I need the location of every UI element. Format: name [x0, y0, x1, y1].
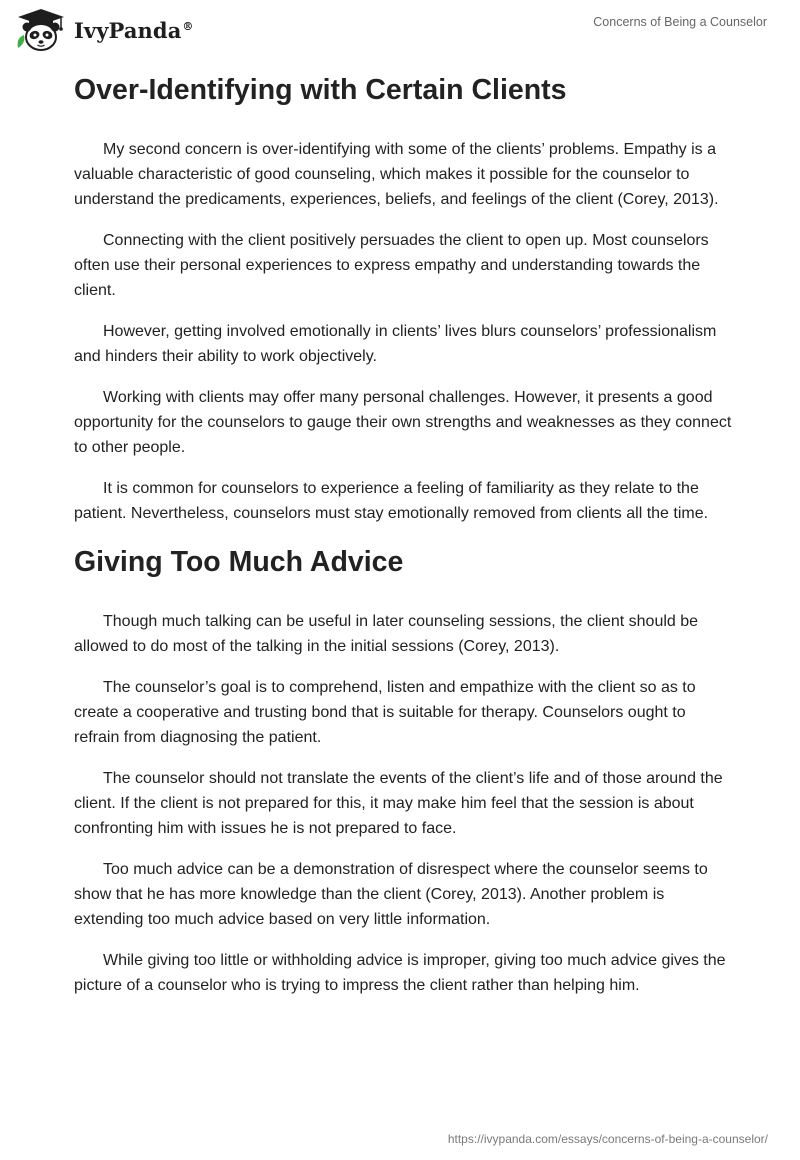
paragraph: However, getting involved emotionally in clients’ lives blurs counselors’ professionalism and hinders their ability to work objectively.	[74, 323, 717, 365]
page-header	[0, 0, 800, 60]
paragraph: Though much talking can be useful in later counseling sessions, the client should be allowed to do most of the talking in the initial sessions (Corey, 2013).	[74, 613, 699, 655]
logo-text: IvyPanda®	[74, 17, 194, 43]
registered-mark: ®	[182, 19, 194, 33]
paragraph: Working with clients may offer many personal challenges. However, it presents a good opportunity for the counselors to gauge their own strengths and weaknesses as they connect to other people.	[74, 389, 732, 456]
document-title: Concerns of Being a Counselor	[593, 15, 767, 29]
paragraph: While giving too little or withholding advice is improper, giving too much advice gives the picture of a counselor who is trying to impress the client rather than helping him.	[74, 952, 726, 994]
paragraph: Connecting with the client positively persuades the client to open up. Most counselors often use their personal experiences to express empathy and understanding towards the client.	[74, 232, 709, 299]
source-url-link[interactable]: https://ivypanda.com/essays/concerns-of-being-a-counselor/	[447, 1132, 768, 1146]
ivypanda-logo[interactable]	[14, 8, 194, 52]
essay-content	[74, 70, 734, 1014]
paragraph: The counselor should not translate the events of the client’s life and of those around the client. If the client is not prepared for this, it may make him feel that the session is about confronting him with issues he is not prepared to face.	[74, 770, 723, 837]
section-heading-too-much-advice: Giving Too Much Advice	[74, 546, 404, 578]
paragraph: The counselor’s goal is to comprehend, listen and empathize with the client so as to create a cooperative and trusting bond that is suitable for therapy. Counselors ought to refrain from diagnosing the patient.	[74, 679, 696, 746]
section-heading-over-identifying: Over-Identifying with Certain Clients	[74, 74, 567, 106]
paragraph: My second concern is over-identifying with some of the clients’ problems. Empathy is a valuable characteristic of good counseling, which makes it possible for the counselor to understand the predicaments, experiences, beliefs, and feelings of the client (Corey, 2013).	[74, 141, 719, 208]
panda-graduate-icon	[14, 8, 68, 52]
paragraph: Too much advice can be a demonstration of disrespect where the counselor seems to show that he has more knowledge than the client (Corey, 2013). Another problem is extending too much advice based on very little information.	[74, 861, 708, 928]
paragraph: It is common for counselors to experience a feeling of familiarity as they relate to the patient. Nevertheless, counselors must stay emotionally removed from clients all the time.	[74, 480, 709, 522]
